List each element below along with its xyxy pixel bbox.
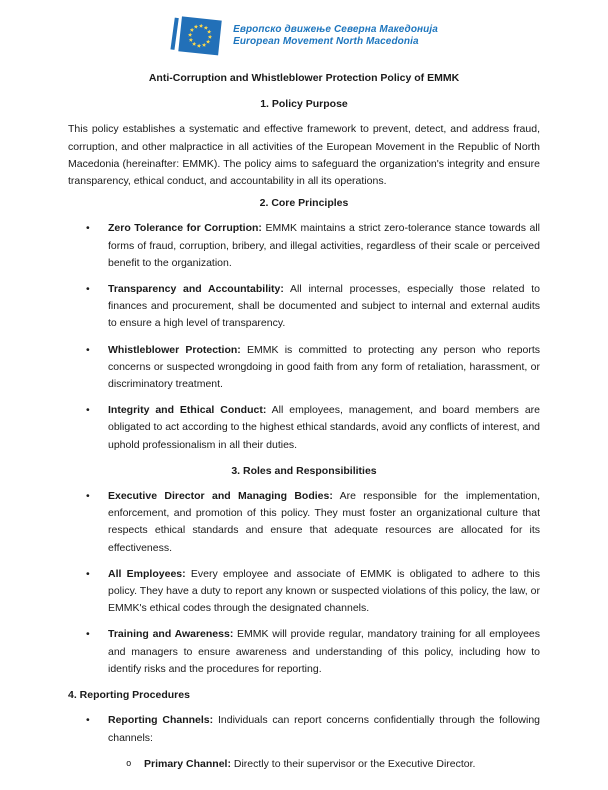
document-body (0, 70, 608, 773)
bullet-body: Are responsible for the implementation, enforcement, and promotion of this policy. They must foster an organizational culture that respects ethical standards and ensure that adequate resources are allocated for its effectiveness. (108, 490, 540, 554)
bullet-training-awareness (68, 626, 540, 678)
bullet-marker-icon: • (86, 404, 90, 417)
bullet-text (108, 281, 540, 333)
bullet-whistleblower-protection (68, 342, 540, 394)
bullet-integrity (68, 402, 540, 454)
bullet-body: EMMK maintains a strict zero-tolerance stance towards all forms of fraud, corruption, bribery, and illegal activities, regardless of their scale or perceived benefit to the organization. (108, 222, 541, 269)
logo-title-en: European Movement North Macedonia (233, 36, 419, 47)
bullet-transparency (68, 281, 540, 333)
bullet-body: All employees, management, and board members are obligated to act according to the highest ethical standards, avoid any conflicts of interest, and uphold professionalism in all their duties. (108, 404, 541, 451)
bullet-text (144, 756, 540, 773)
bullet-body: EMMK will provide regular, mandatory training for all employees and managers to ensure awareness and understanding of this policy, including how to identify risks and the procedures for reporting. (108, 628, 540, 675)
bullet-lead: Transparency and Accountability: (108, 283, 284, 296)
bullet-text (108, 626, 540, 678)
bullet-marker-icon: • (86, 343, 90, 356)
logo-text (233, 24, 438, 49)
eu-flag-icon (170, 15, 222, 57)
bullet-reporting-channels (68, 712, 540, 746)
bullet-marker-icon: • (86, 222, 90, 235)
document-title: Anti-Corruption and Whistleblower Protection Policy of EMMK (148, 72, 460, 84)
bullet-body: Directly to their supervisor or the Executive Director. (230, 757, 476, 770)
bullet-marker-icon: • (86, 490, 90, 503)
bullet-lead: Primary Channel: (144, 757, 231, 770)
policy-purpose-paragraph: This policy establishes a systematic and effective framework to prevent, detect, and address fraud, corruption, and other malpractice in all activities of the European Movement in the Republic of North Macedonia (hereinafter: EMMK). The policy aims to safeguard the organization's integrity and ensure transparency, ethical conduct, and accountability in all its operations. (68, 123, 540, 188)
bullet-text (108, 566, 540, 618)
bullet-text (108, 712, 540, 746)
bullet-marker-icon: • (86, 283, 90, 296)
bullet-lead: Whistleblower Protection: (108, 343, 241, 356)
bullet-text (108, 402, 540, 454)
bullet-all-employees (68, 566, 540, 618)
bullet-executive-director (68, 488, 540, 557)
bullet-zero-tolerance (68, 220, 540, 272)
sub-bullet-primary-channel (108, 756, 540, 773)
bullet-marker-icon: • (86, 714, 90, 727)
bullet-body: Every employee and associate of EMMK is obligated to adhere to this policy. They have a duty to report any known or suspected violations of this policy, the law, or EMMK's ethical codes through the designated channels. (108, 567, 540, 615)
bullet-lead: Integrity and Ethical Conduct: (108, 404, 267, 417)
bullet-lead: Executive Director and Managing Bodies: (108, 490, 333, 503)
bullet-text (108, 220, 540, 272)
bullet-lead: All Employees: (108, 567, 186, 580)
bullet-body: All internal processes, especially those related to finances and procurement, shall be documented and subject to internal and external audits to ensure a high level of transparency. (108, 283, 540, 330)
bullet-marker-icon: • (86, 628, 90, 641)
bullet-body: Individuals can report concerns confidentially through the following channels: (108, 714, 540, 744)
bullet-lead: Reporting Channels: (108, 714, 214, 727)
bullet-lead: Zero Tolerance for Corruption: (108, 222, 262, 235)
heading-roles-responsibilities: 3. Roles and Responsibilities (231, 464, 377, 477)
bullet-lead: Training and Awareness: (108, 628, 234, 641)
emmk-logo (0, 0, 608, 57)
heading-reporting-procedures: 4. Reporting Procedures (68, 689, 190, 702)
bullet-body: EMMK is committed to protecting any person who reports concerns or suspected wrongdoing in good faith from any form of retaliation, harassment, or discriminatory treatment. (108, 343, 540, 391)
bullet-marker-icon: • (86, 567, 90, 580)
heading-core-principles: 2. Core Principles (259, 197, 349, 210)
logo-title-mk: Европско движење Северна Македонија (233, 23, 438, 35)
sub-bullet-marker-icon: o (126, 758, 132, 769)
bullet-text (108, 342, 540, 394)
bullet-text (108, 488, 540, 557)
heading-policy-purpose: 1. Policy Purpose (260, 98, 348, 111)
